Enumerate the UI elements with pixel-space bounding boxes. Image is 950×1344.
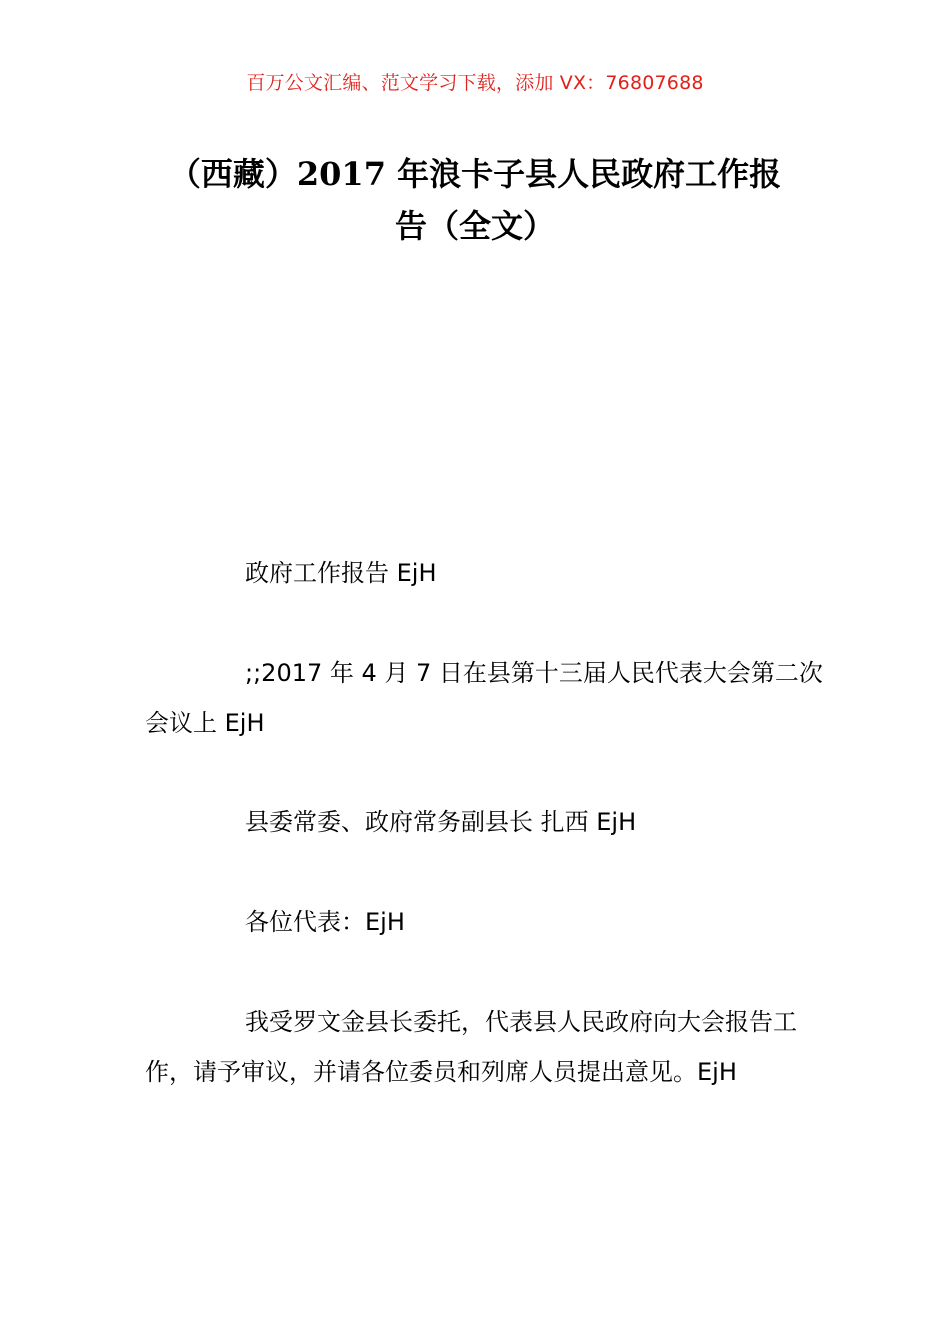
paragraph-opening: 我受罗文金县长委托，代表县人民政府向大会报告工作，请予审议，并请各位委员和列席人员提出意见。EjH bbox=[145, 1008, 797, 1086]
paragraph-salutation: 各位代表：EjH bbox=[245, 908, 405, 936]
document-title bbox=[140, 148, 810, 252]
title-line-2: 告（全文） bbox=[394, 207, 555, 245]
paragraph-report-heading: 政府工作报告 EjH bbox=[245, 559, 437, 587]
title-line-1: （西藏）2017 年浪卡子县人民政府工作报 bbox=[168, 155, 782, 193]
paragraph-meeting-date: ;;2017 年 4 月 7 日在县第十三届人民代表大会第二次会议上 EjH bbox=[145, 659, 823, 737]
download-notice: 百万公文汇编、范文学习下载，添加 VX：76807688 bbox=[246, 72, 704, 94]
paragraph-speaker: 县委常委、政府常务副县长 扎西 EjH bbox=[245, 808, 637, 836]
